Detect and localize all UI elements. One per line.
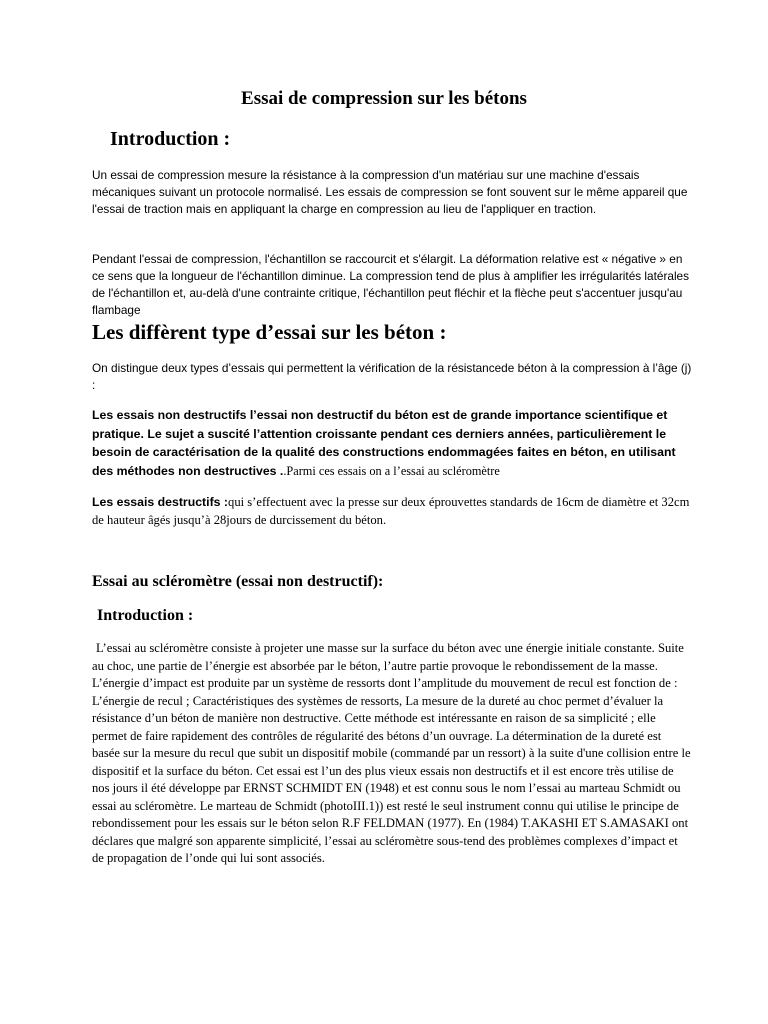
non-destructive-paragraph <box>92 406 692 480</box>
types-heading: Les diffèrent type d’essai sur les béton : <box>92 320 447 344</box>
intro-paragraph-1: Un essai de compression mesure la résistance à la compression d'un matériau sur une machine d'essais mécaniques suivant un protocole normalisé. Les essais de compression se font souvent sur le même appareil que l'essai de traction mais en appliquant la charge en compression au lieu de l'appliquer en traction. <box>92 168 688 216</box>
types-intro-paragraph: On distingue deux types d’essais qui permettent la vérification de la résistancede béton à la compression à l’âge (j) : <box>92 361 692 392</box>
introduction-heading: Introduction : <box>110 128 231 150</box>
intro-paragraph-2: Pendant l'essai de compression, l'échantillon se raccourcit et s'élargit. La déformation relative est « négative » en ce sens que la longueur de l'échantillon diminue. La compression tend de plus à amplifier les irrégularités latérales de l'échantillon et, au-delà d'une contrainte critique, l'échantillon peut fléchir et la flèche peut s'accentuer jusqu'au flambage <box>92 252 690 317</box>
sclerometer-introduction-heading: Introduction : <box>97 607 194 624</box>
destructive-text: qui s’effectuent avec la presse sur deux éprouvettes standards de 16cm de diamètre et 32cm de hauteur âgés jusqu’à 28jours de durcissement du béton. <box>92 495 690 527</box>
destructive-paragraph <box>92 493 692 529</box>
non-destructive-tail: .Parmi ces essais on a l’essai au scléromètre <box>283 463 500 478</box>
sclerometer-paragraph: L’essai au scléromètre consiste à projeter une masse sur la surface du béton avec une énergie initiale constante. Suite au choc, une partie de l’énergie est absorbée par le béton, l’autre partie provoque le rebondissement de la masse. L’énergie d’impact est produite par un système de ressorts dont l’amplitude du mouvement de recul est fonction de : L’énergie de recul ; Caractéristiques des systèmes de ressorts, La mesure de la dureté au choc permet d’évaluer la résistance d’un béton de manière non destructive. Cette méthode est intéressante en raison de sa simplicité ; elle permet de faire rapidement des contrôles de régularité des bétons d’un ouvrage. La détermination de la dureté est basée sur la mesure du recul que subit un dispositif mobile (commandé par un ressort) à la suite d'une collision entre le dispositif et la surface du béton. Cet essai est l’un des plus vieux essais non destructifs et il est encore très utilise de nos jours il été développe par ERNST SCHMIDT EN (1948) et est connu sous le nom l’essai au marteau Schmidt ou essai au scléromètre. Le marteau de Schmidt (photoIII.1)) est resté le seul instrument connu qui utilise le principe de rebondissement pour les essais sur le béton selon R.F FELDMAN (1977). En (1984) T.AKASHI ET S.AMASAKI ont déclares que malgré son apparente simplicité, l’essai au scléromètre sous-tend des problèmes complexes d’impact et de propagation de l’onde qui lui sont associés. <box>92 641 691 865</box>
document-title: Essai de compression sur les bétons <box>241 88 527 109</box>
non-destructive-label: Les essais non destructifs <box>92 408 247 422</box>
sclerometer-heading: Essai au scléromètre (essai non destructif): <box>92 573 384 590</box>
destructive-label: Les essais destructifs : <box>92 495 229 509</box>
non-destructive-text: l’essai non destructif du béton est de grande importance scientifique et pratique. Le sujet a suscité l’attention croissante pendant ces derniers années, particulièrement le besoin de caractérisation de la qualité des constructions endommagées faites en béton, en utilisant des méthodes non destructives . <box>92 408 676 478</box>
